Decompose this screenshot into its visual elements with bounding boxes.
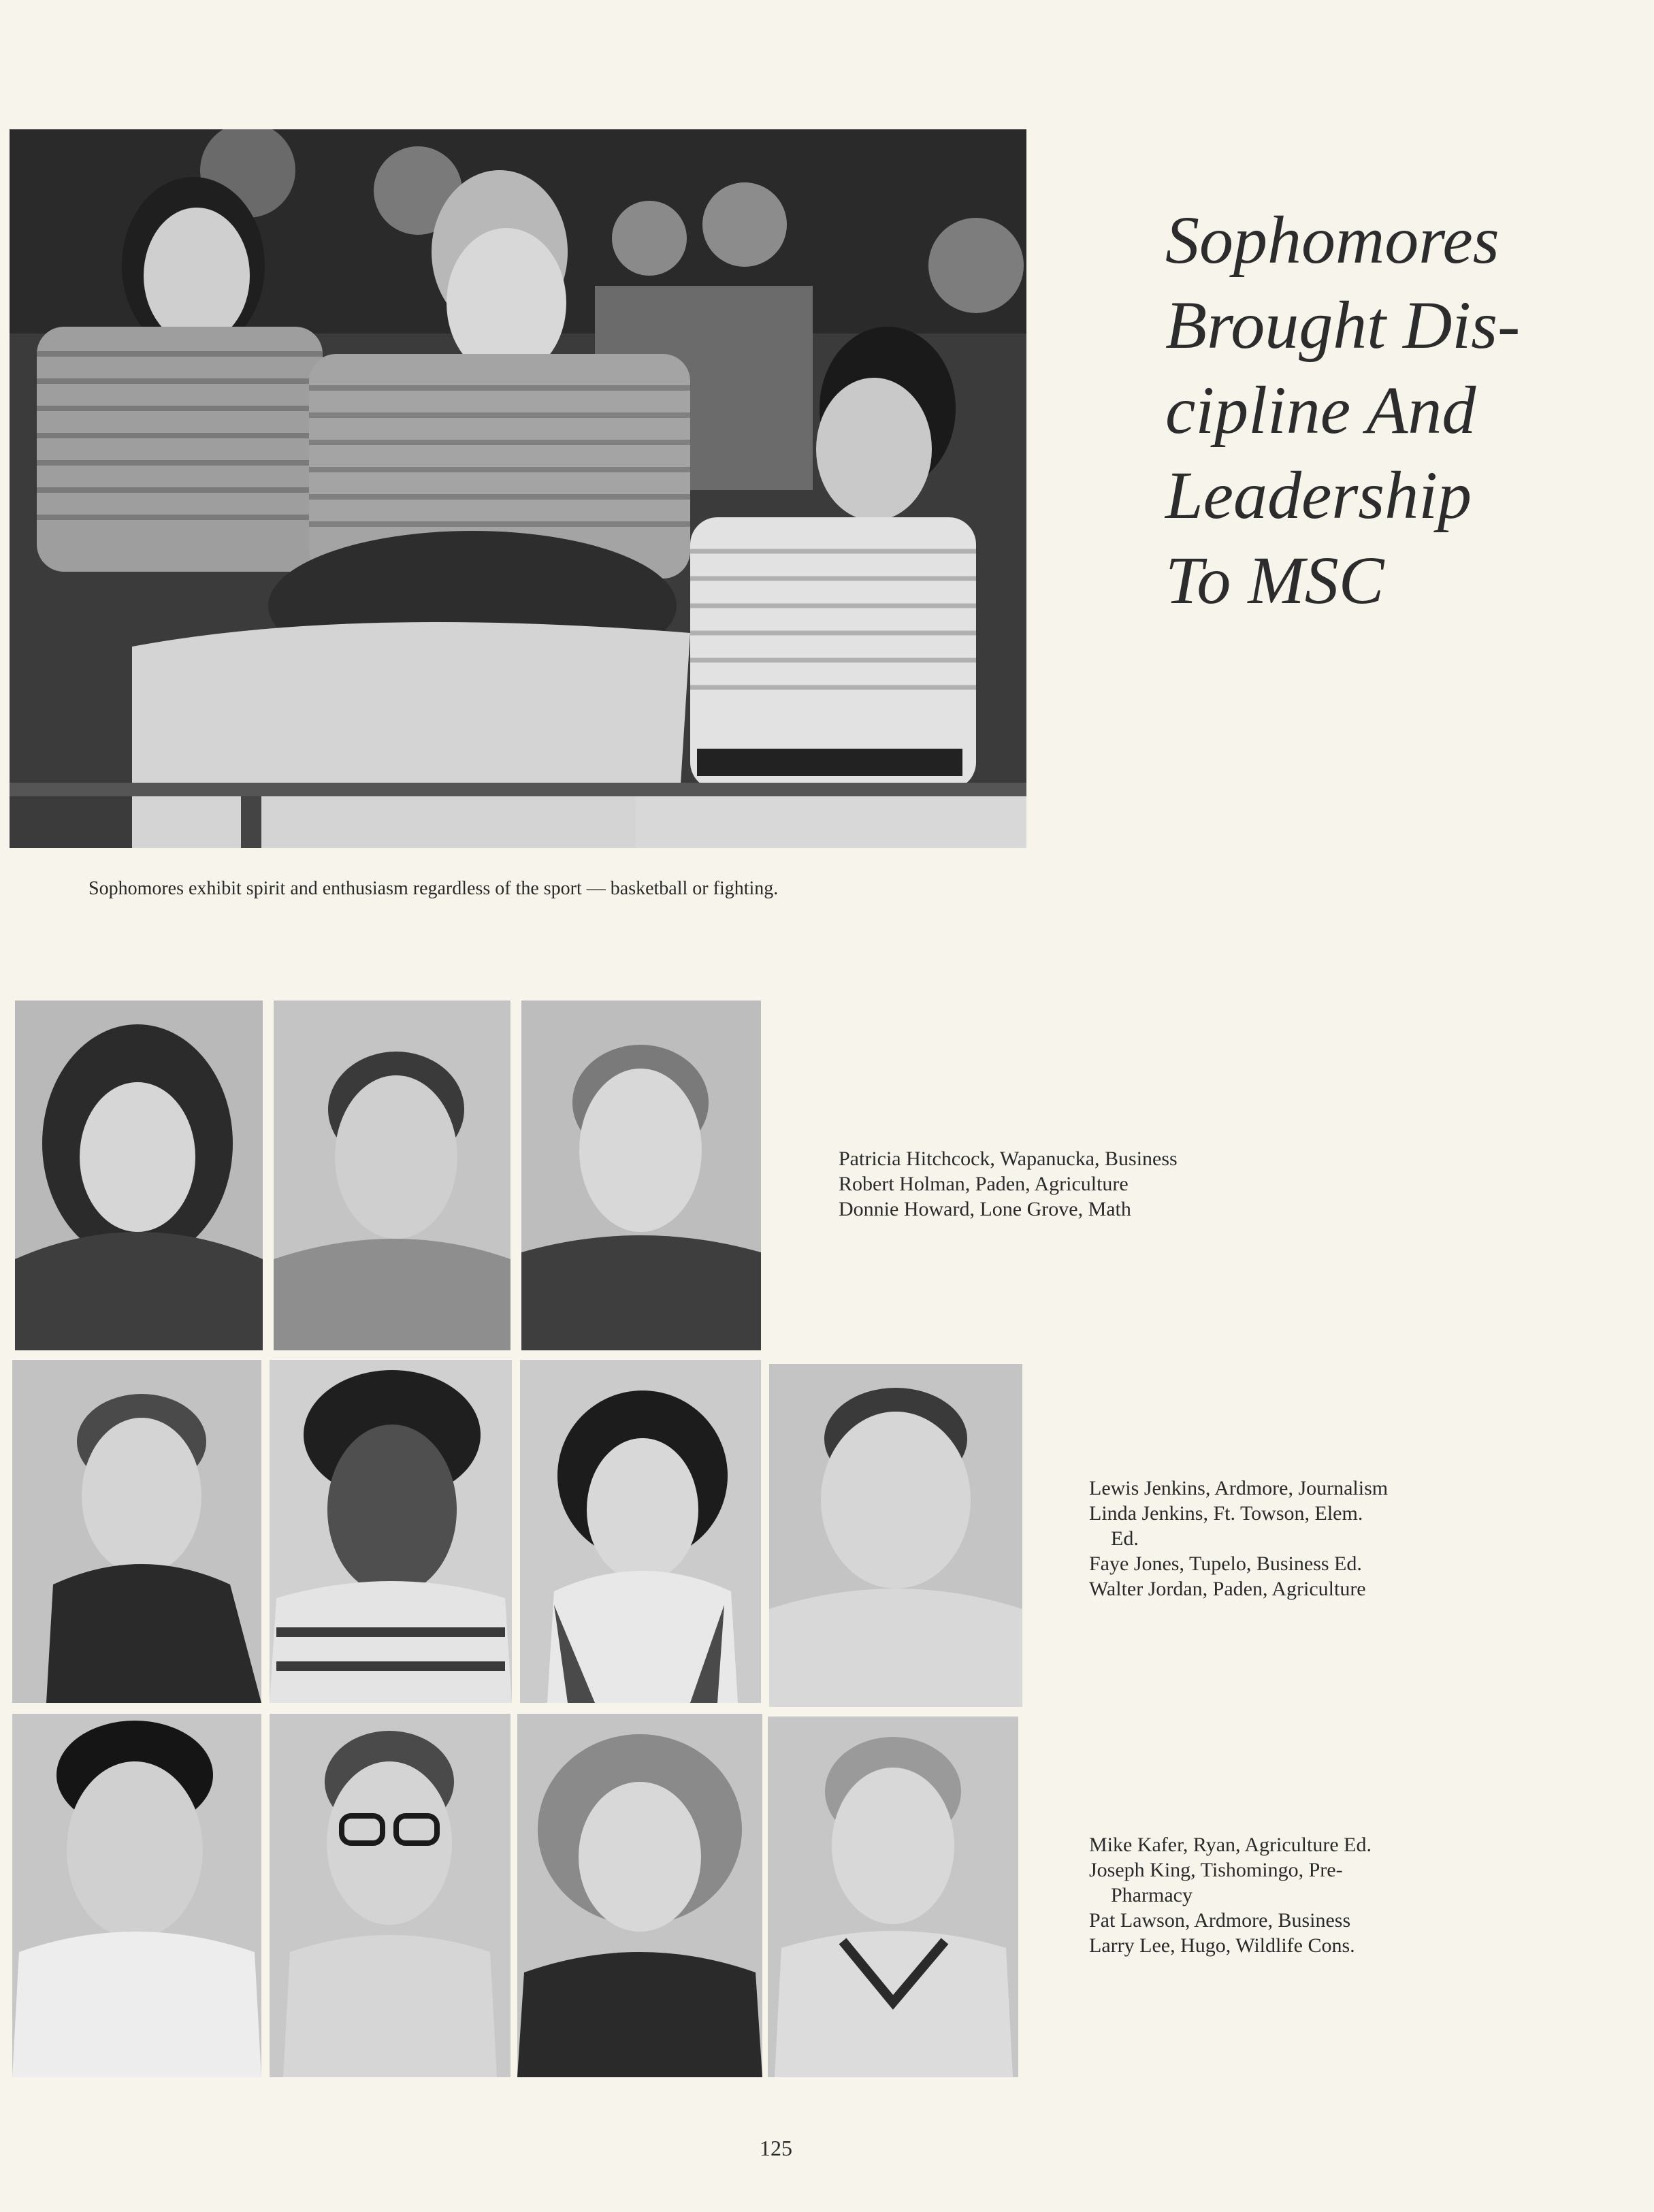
- name-list: [1089, 1832, 1372, 1958]
- name-list: [1089, 1476, 1388, 1601]
- headline-line: Leadership: [1165, 457, 1472, 533]
- portrait-photo: [270, 1360, 512, 1703]
- name-entry: Pat Lawson, Ardmore, Business: [1089, 1909, 1351, 1932]
- name-entry: Pharmacy: [1111, 1884, 1193, 1906]
- portrait-photo: [769, 1364, 1022, 1707]
- portrait-photo: [517, 1714, 762, 2077]
- headline: [1165, 197, 1601, 623]
- name-entry: Lewis Jenkins, Ardmore, Journalism: [1089, 1477, 1389, 1499]
- portrait-photo: [12, 1360, 261, 1703]
- portrait-photo: [520, 1360, 761, 1703]
- headline-line: Brought Dis-: [1165, 287, 1521, 363]
- portrait-photo: [521, 1001, 761, 1350]
- portrait-photo: [12, 1714, 261, 2077]
- photo-caption: Sophomores exhibit spirit and enthusiasm regardless of the sport — basketball or fighting.: [88, 878, 779, 899]
- name-entry: Faye Jones, Tupelo, Business Ed.: [1089, 1552, 1362, 1575]
- name-entry: Ed.: [1111, 1527, 1139, 1550]
- name-entry: Donnie Howard, Lone Grove, Math: [839, 1198, 1131, 1220]
- portrait-photo: [270, 1714, 510, 2077]
- name-entry: Larry Lee, Hugo, Wildlife Cons.: [1089, 1934, 1355, 1957]
- headline-line: To MSC: [1165, 542, 1384, 618]
- group-photo: [10, 129, 1026, 848]
- headline-line: cipline And: [1165, 372, 1476, 448]
- page-number: 125: [760, 2136, 792, 2160]
- portrait-photo: [15, 1001, 263, 1350]
- name-entry: Walter Jordan, Paden, Agriculture: [1089, 1578, 1366, 1600]
- name-entry: Robert Holman, Paden, Agriculture: [839, 1173, 1129, 1195]
- name-list: [839, 1146, 1178, 1222]
- portrait-photo: [768, 1717, 1018, 2077]
- portrait-photo: [274, 1001, 510, 1350]
- name-entry: Patricia Hitchcock, Wapanucka, Business: [839, 1148, 1178, 1170]
- name-entry: Joseph King, Tishomingo, Pre-: [1089, 1859, 1343, 1881]
- headline-line: Sophomores: [1165, 202, 1499, 278]
- name-entry: Mike Kafer, Ryan, Agriculture Ed.: [1089, 1834, 1372, 1856]
- name-entry: Linda Jenkins, Ft. Towson, Elem.: [1089, 1502, 1363, 1525]
